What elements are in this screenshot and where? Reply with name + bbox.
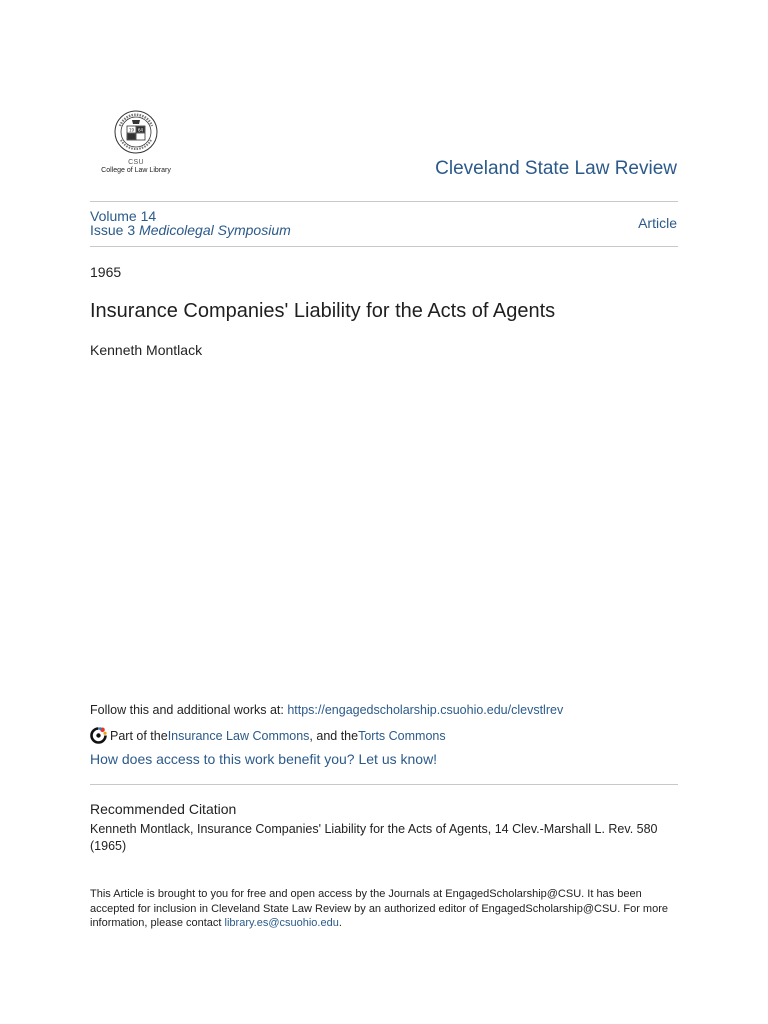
part-of-line [90, 727, 446, 744]
issue-number: Issue 3 [90, 222, 136, 238]
issue-name: Medicolegal Symposium [139, 222, 291, 238]
follow-prefix: Follow this and additional works at: [90, 703, 288, 717]
part-of-middle: , and the [309, 728, 359, 743]
document-type-link[interactable]: Article [638, 215, 677, 231]
journal-title-link[interactable]: Cleveland State Law Review [435, 158, 677, 179]
citation-text: Kenneth Montlack, Insurance Companies' Liability for the Acts of Agents, 14 Clev.-Marshall L. Rev. 580 (1965) [90, 822, 658, 853]
logo-library-name: College of Law Library [101, 167, 171, 174]
seal-year-left: 19 [128, 127, 135, 133]
issue-link[interactable] [90, 223, 291, 237]
csu-law-library-logo [90, 108, 182, 174]
access-benefit-link[interactable]: How does access to this work benefit you? Let us know! [90, 751, 438, 767]
header-divider-bottom [90, 246, 678, 247]
footer-notice-text: This Article is brought to you for free and open access by the Journals at EngagedScholarship@CSU. It has been accepted for inclusion in Cleveland State Law Review by an authorized editor of EngagedScholarship@CSU. For more information, please contact [90, 888, 668, 929]
part-of-prefix: Part of the [110, 728, 168, 743]
insurance-law-commons-link[interactable]: Insurance Law Commons [167, 728, 310, 743]
author-name: Kenneth Montlack [90, 342, 203, 358]
follow-line [90, 703, 563, 717]
contact-email-link[interactable]: library.es@csuohio.edu [224, 917, 339, 929]
article-title: Insurance Companies' Liability for the Acts of Agents [90, 300, 556, 322]
citation-heading: Recommended Citation [90, 801, 237, 817]
citation-divider [90, 784, 678, 785]
footer-notice [90, 887, 678, 931]
volume-link[interactable]: Volume 14 [90, 208, 157, 224]
network-commons-icon [90, 727, 107, 744]
repository-url-link[interactable]: https://engagedscholarship.csuohio.edu/clevstlrev [287, 703, 564, 717]
seal-year-right: 64 [137, 127, 144, 133]
footer-notice-end: . [338, 917, 342, 929]
torts-commons-link[interactable]: Torts Commons [358, 728, 446, 743]
header-divider-top [90, 201, 678, 202]
university-seal-icon [112, 108, 160, 158]
publication-year: 1965 [90, 264, 122, 280]
logo-abbreviation: CSU [128, 159, 144, 166]
